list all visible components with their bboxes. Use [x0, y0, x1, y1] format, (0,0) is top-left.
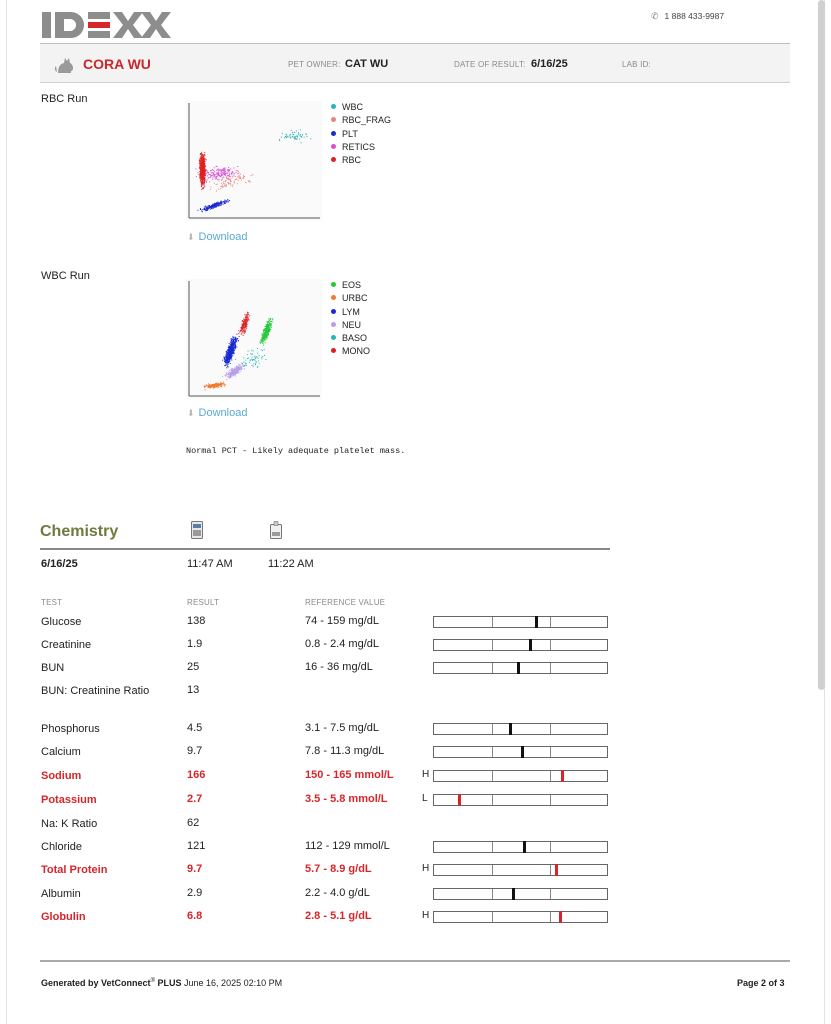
page-number: Page 2 of 3: [737, 978, 785, 988]
test-result: 121: [187, 840, 206, 852]
reference-range: 16 - 36 mg/dL: [305, 661, 373, 673]
range-divider: [492, 889, 493, 899]
test-name: Chloride: [41, 841, 82, 853]
rbc-legend-item: [331, 114, 391, 127]
phone-icon: ✆: [651, 11, 659, 21]
legend-dot-icon: [331, 131, 336, 136]
wbc-legend: [331, 279, 370, 359]
date-label: DATE OF RESULT:: [454, 60, 526, 69]
range-bar: [433, 616, 608, 628]
reference-range: 2.8 - 5.1 g/dL: [305, 910, 372, 922]
test-result: 166: [187, 769, 206, 781]
range-bar: [433, 888, 608, 900]
col-header-test: TEST: [41, 598, 63, 607]
reference-range: 0.8 - 2.4 mg/dL: [305, 638, 379, 650]
table-row: [0, 817, 831, 833]
range-bar: [433, 911, 608, 923]
legend-label: MONO: [342, 346, 370, 357]
test-name: Sodium: [41, 770, 82, 782]
footer-product: VetConnect: [101, 978, 151, 988]
table-row: [0, 793, 831, 809]
reference-range: 3.1 - 7.5 mg/dL: [305, 722, 379, 734]
range-divider: [550, 724, 551, 734]
legend-dot-icon: [331, 104, 336, 109]
pct-note: Normal PCT - Likely adequate platelet mass.: [186, 446, 406, 456]
result-marker: [512, 888, 515, 900]
range-divider: [550, 912, 551, 922]
table-row: [0, 863, 831, 879]
range-divider: [492, 865, 493, 875]
legend-label: LYM: [342, 306, 360, 317]
result-marker: [559, 911, 562, 923]
table-row: [0, 684, 831, 700]
range-divider: [550, 640, 551, 650]
range-divider: [492, 663, 493, 673]
table-row: [0, 615, 831, 631]
legend-label: WBC: [342, 102, 363, 112]
table-row: [0, 638, 831, 654]
range-divider: [492, 912, 493, 922]
wbc-legend-item: [331, 306, 370, 319]
legend-label: RETICS: [342, 141, 376, 152]
range-divider: [550, 795, 551, 805]
rbc-legend-item: [331, 141, 391, 154]
test-result: 6.8: [187, 910, 203, 922]
reference-range: 112 - 129 mmol/L: [305, 840, 390, 852]
range-bar: [433, 662, 608, 674]
reference-range: 74 - 159 mg/dL: [305, 615, 379, 627]
owner-label: PET OWNER:: [288, 60, 341, 69]
wbc-run-title: WBC Run: [41, 270, 90, 282]
range-divider: [492, 640, 493, 650]
phone-text: 1 888 433-9987: [664, 11, 725, 21]
reference-range: 150 - 165 mmol/L: [305, 769, 394, 781]
test-name: Phosphorus: [41, 723, 100, 735]
range-divider: [492, 771, 493, 781]
patient-header: [40, 43, 790, 83]
chemistry-time-1: 11:47 AM: [187, 558, 233, 570]
analyzer-icon-2: [270, 521, 282, 539]
rbc-legend-item: [331, 128, 391, 141]
legend-dot-icon: [331, 117, 336, 122]
range-bar: [433, 723, 608, 735]
legend-dot-icon: [331, 335, 336, 340]
footer-prefix: Generated by: [41, 978, 99, 988]
test-name: Potassium: [41, 794, 97, 806]
footer-generated: [41, 978, 282, 988]
table-row: [0, 722, 831, 738]
range-divider: [550, 889, 551, 899]
table-row: [0, 769, 831, 785]
wbc-legend-item: [331, 332, 370, 345]
test-result: 13: [187, 684, 200, 696]
phone-number[interactable]: [651, 11, 724, 22]
legend-dot-icon: [331, 309, 336, 314]
range-divider: [492, 724, 493, 734]
result-marker: [458, 794, 461, 806]
result-marker: [523, 841, 526, 853]
test-name: Creatinine: [41, 639, 92, 651]
legend-label: RBC_FRAG: [342, 115, 392, 126]
lab-id-label: LAB ID:: [622, 60, 651, 69]
footer-plus: PLUS: [157, 978, 182, 988]
test-result: 1.9: [187, 638, 203, 650]
test-name: Globulin: [41, 911, 86, 923]
rbc-download-link[interactable]: [187, 231, 247, 243]
rbc-run-title: RBC Run: [41, 93, 88, 105]
range-divider: [550, 771, 551, 781]
result-marker: [529, 639, 532, 651]
result-marker: [509, 723, 512, 735]
wbc-download-link[interactable]: [187, 407, 247, 419]
range-divider: [550, 747, 551, 757]
download-icon: ⬇: [187, 408, 195, 418]
range-bar: [433, 770, 608, 782]
legend-label: NEU: [342, 319, 362, 330]
range-divider: [492, 842, 493, 852]
range-bar: [433, 746, 608, 758]
legend-dot-icon: [331, 144, 336, 149]
test-name: BUN: Creatinine Ratio: [41, 685, 150, 697]
range-divider: [550, 865, 551, 875]
wbc-legend-item: [331, 279, 370, 292]
test-result: 25: [187, 661, 200, 673]
col-header-result: RESULT: [187, 598, 220, 607]
abnormal-flag: L: [422, 793, 428, 804]
rbc-legend-item: [331, 154, 391, 167]
range-divider: [550, 617, 551, 627]
range-divider: [550, 663, 551, 673]
test-result: 62: [187, 817, 200, 829]
legend-label: BASO: [342, 333, 368, 344]
col-header-reference: REFERENCE VALUE: [305, 598, 386, 607]
chemistry-time-2: 11:22 AM: [268, 558, 314, 570]
rbc-legend-item: [331, 101, 391, 114]
wbc-legend-item: [331, 292, 370, 305]
legend-label: RBC: [342, 155, 362, 166]
test-result: 4.5: [187, 722, 203, 734]
result-marker: [517, 662, 520, 674]
range-divider: [492, 747, 493, 757]
range-bar: [433, 639, 608, 651]
cat-icon: [54, 54, 76, 74]
test-result: 9.7: [187, 745, 203, 757]
test-name: BUN: [41, 662, 65, 674]
range-divider: [550, 842, 551, 852]
table-row: [0, 840, 831, 856]
legend-dot-icon: [331, 295, 336, 300]
scrollbar[interactable]: [818, 0, 825, 690]
abnormal-flag: H: [422, 863, 430, 874]
test-result: 138: [187, 615, 206, 627]
table-row: [0, 745, 831, 761]
abnormal-flag: H: [422, 769, 430, 780]
chemistry-title: Chemistry: [40, 523, 119, 540]
legend-dot-icon: [331, 157, 336, 162]
footer-divider: [40, 960, 790, 962]
wbc-legend-item: [331, 319, 370, 332]
idexx-logo: [40, 8, 172, 42]
legend-label: PLT: [342, 128, 358, 139]
result-marker: [521, 746, 524, 758]
footer-timestamp: June 16, 2025 02:10 PM: [184, 978, 283, 988]
range-bar: [433, 864, 608, 876]
result-marker: [555, 864, 558, 876]
table-row: [0, 661, 831, 677]
legend-dot-icon: [331, 282, 336, 287]
test-result: 2.7: [187, 793, 203, 805]
legend-label: EOS: [342, 280, 362, 290]
test-name: Calcium: [41, 746, 81, 758]
chemistry-date: 6/16/25: [41, 558, 78, 570]
rbc-download-label: Download: [198, 231, 248, 243]
range-divider: [492, 617, 493, 627]
reference-range: 5.7 - 8.9 g/dL: [305, 863, 372, 875]
test-name: Glucose: [41, 616, 82, 628]
wbc-legend-item: [331, 345, 370, 358]
table-row: [0, 910, 831, 926]
test-name: Total Protein: [41, 864, 108, 876]
legend-dot-icon: [331, 322, 336, 327]
legend-label: URBC: [342, 293, 368, 304]
legend-dot-icon: [331, 348, 336, 353]
download-icon: ⬇: [187, 232, 195, 242]
test-result: 2.9: [187, 887, 203, 899]
chemistry-divider: [40, 548, 610, 550]
reference-range: 2.2 - 4.0 g/dL: [305, 887, 370, 899]
range-bar: [433, 794, 608, 806]
test-result: 9.7: [187, 863, 203, 875]
result-marker: [535, 616, 538, 628]
wbc-scatter-plot: [186, 279, 322, 399]
test-name: Albumin: [41, 888, 81, 900]
footer-registered: ®: [150, 978, 155, 984]
result-marker: [561, 770, 564, 782]
abnormal-flag: H: [422, 910, 430, 921]
analyzer-icon: [191, 521, 203, 539]
rbc-legend: [331, 101, 391, 167]
range-divider: [492, 795, 493, 805]
wbc-download-label: Download: [198, 407, 248, 419]
reference-range: 3.5 - 5.8 mmol/L: [305, 793, 388, 805]
rbc-scatter-plot: [186, 101, 322, 221]
test-name: Na: K Ratio: [41, 818, 98, 830]
table-row: [0, 887, 831, 903]
reference-range: 7.8 - 11.3 mg/dL: [305, 745, 385, 757]
patient-name: CORA WU: [83, 56, 151, 72]
owner-value: CAT WU: [345, 58, 389, 70]
range-bar: [433, 841, 608, 853]
date-value: 6/16/25: [531, 58, 568, 70]
